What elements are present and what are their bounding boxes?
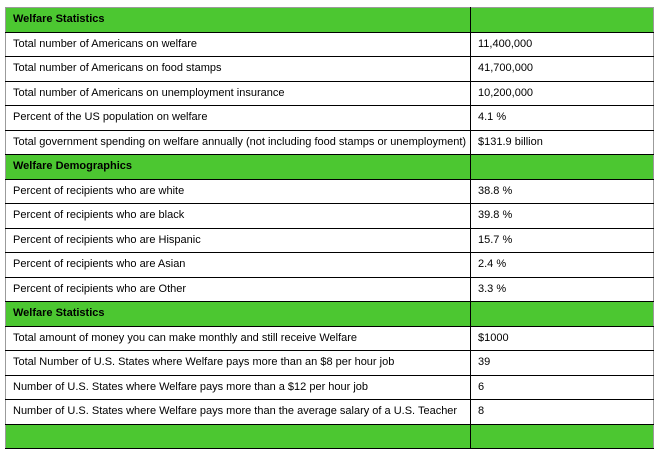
section-header-row: [6, 424, 654, 449]
table-row: [6, 351, 654, 376]
table-row: [6, 326, 654, 351]
section-header-value-cell: [471, 424, 654, 449]
table-row: [6, 400, 654, 425]
table-row: [6, 277, 654, 302]
table-row: [6, 32, 654, 57]
welfare-table-body: [6, 8, 654, 449]
section-header-row: [6, 302, 654, 327]
stat-label: Number of U.S. States where Welfare pays more than the average salary of a U.S. Teacher: [6, 400, 471, 425]
section-header-label: Welfare Statistics: [6, 8, 471, 33]
welfare-table: [5, 7, 654, 449]
table-row: [6, 179, 654, 204]
stat-label: Total Number of U.S. States where Welfare pays more than an $8 per hour job: [6, 351, 471, 376]
table-row: [6, 204, 654, 229]
table-row: [6, 375, 654, 400]
stat-label: Percent of recipients who are Asian: [6, 253, 471, 278]
table-row: [6, 81, 654, 106]
section-header-row: [6, 155, 654, 180]
stat-value: 15.7 %: [471, 228, 654, 253]
stat-value: 38.8 %: [471, 179, 654, 204]
stat-label: Percent of recipients who are Other: [6, 277, 471, 302]
stat-label: Percent of the US population on welfare: [6, 106, 471, 131]
stat-value: 2.4 %: [471, 253, 654, 278]
stat-label: Percent of recipients who are Hispanic: [6, 228, 471, 253]
stat-value: 11,400,000: [471, 32, 654, 57]
stat-value: 10,200,000: [471, 81, 654, 106]
stat-label: Number of U.S. States where Welfare pays more than a $12 per hour job: [6, 375, 471, 400]
section-header-label: [6, 424, 471, 449]
section-header-value-cell: [471, 302, 654, 327]
stat-label: Total number of Americans on food stamps: [6, 57, 471, 82]
welfare-table-container: [5, 7, 653, 449]
table-row: [6, 130, 654, 155]
stat-value: 8: [471, 400, 654, 425]
stat-label: Percent of recipients who are black: [6, 204, 471, 229]
section-header-label: Welfare Demographics: [6, 155, 471, 180]
table-row: [6, 106, 654, 131]
stat-label: Total amount of money you can make monthly and still receive Welfare: [6, 326, 471, 351]
stat-value: 41,700,000: [471, 57, 654, 82]
stat-label: Percent of recipients who are white: [6, 179, 471, 204]
section-header-value-cell: [471, 8, 654, 33]
stat-value: $1000: [471, 326, 654, 351]
stat-value: 3.3 %: [471, 277, 654, 302]
stat-label: Total number of Americans on unemployment insurance: [6, 81, 471, 106]
section-header-row: [6, 8, 654, 33]
stat-value: 6: [471, 375, 654, 400]
stat-value: $131.9 billion: [471, 130, 654, 155]
stat-label: Total number of Americans on welfare: [6, 32, 471, 57]
stat-value: 39: [471, 351, 654, 376]
stat-label: Total government spending on welfare annually (not including food stamps or unemployment): [6, 130, 471, 155]
section-header-value-cell: [471, 155, 654, 180]
table-row: [6, 228, 654, 253]
table-row: [6, 57, 654, 82]
section-header-label: Welfare Statistics: [6, 302, 471, 327]
table-row: [6, 253, 654, 278]
stat-value: 4.1 %: [471, 106, 654, 131]
stat-value: 39.8 %: [471, 204, 654, 229]
